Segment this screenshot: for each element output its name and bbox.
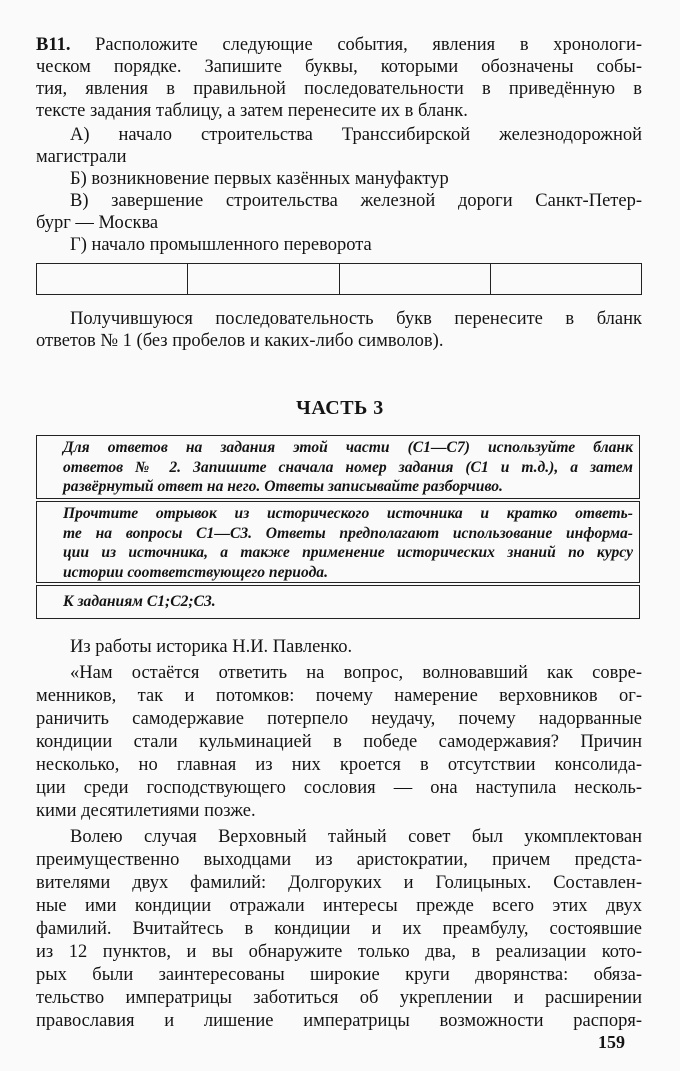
- task-b11-line-4: тексте задания таблицу, а затем перенесите их в бланк.: [36, 101, 468, 121]
- paragraph-line: несколько, но главная из них кроется в отсутствии консолида-: [36, 755, 642, 775]
- reading-task-line: ции из источника, а также применение исторических знаний по курсу: [63, 544, 633, 561]
- paragraph-line: православия и лишение императрицы возможности распоря-: [36, 1011, 642, 1031]
- paragraph-line: тельство императрицы заботиться об укреплении и расширении: [36, 988, 642, 1008]
- reading-task-line: истории соответствующего периода.: [63, 563, 329, 581]
- paragraph-line: преимущественно выходцами из аристократии, причем предста-: [36, 850, 642, 870]
- paragraph-line: фамилий. Вчитайтесь в кондиции и их преамбулу, состоявшие: [36, 919, 642, 939]
- option-d: Г) начало промышленного переворота: [70, 235, 372, 255]
- task-b11-line-1: [36, 34, 642, 56]
- part-title: ЧАСТЬ 3: [296, 397, 384, 419]
- tasks-reference: К заданиям С1;С2;С3.: [63, 593, 216, 610]
- option-a-line-1: А) начало строительства Транссибирской железнодорожной: [70, 125, 642, 145]
- answer-cell[interactable]: [490, 264, 641, 294]
- paragraph-line: «Нам остаётся ответить на вопрос, волновавший как совре-: [70, 663, 642, 683]
- paragraph-line: менников, так и потомков: почему намерение верховников ог-: [36, 686, 642, 706]
- paragraph-line: раничить самодержавие потерпело неудачу, почему надорванные: [36, 709, 642, 729]
- answer-cell[interactable]: [37, 264, 187, 294]
- paragraph-line: из 12 пунктов, и вы обнаружите только два, в реализации кото-: [36, 942, 642, 962]
- tasks-reference-box: [36, 585, 640, 619]
- page-number: 159: [598, 1032, 625, 1052]
- answer-cell[interactable]: [339, 264, 490, 294]
- source-heading: Из работы историка Н.И. Павленко.: [70, 637, 353, 657]
- option-c-line-1: В) завершение строительства железной дороги Санкт-Петер-: [70, 191, 642, 211]
- paragraph-line: ции среди господствующего сословия — она наступила несколь-: [36, 778, 642, 798]
- task-b11-line-2: ческом порядке. Запишите буквы, которыми обозначены собы-: [36, 57, 642, 77]
- task-b11-text: Расположите следующие события, явления в хронологи-: [95, 35, 642, 55]
- answer-cell[interactable]: [187, 264, 338, 294]
- paragraph-line: кондиции стали кульминацией в победе самодержавия? Причин: [36, 732, 642, 752]
- paragraph-line: кими десятилетиями позже.: [36, 801, 256, 821]
- reading-task-line: те на вопросы С1—С3. Ответы предполагают использование информа-: [63, 524, 633, 542]
- option-c-line-2: бург — Москва: [36, 213, 159, 233]
- task-b11-number: B11.: [36, 35, 71, 55]
- instructions-line: Для ответов на задания этой части (С1—С7) используйте бланк: [63, 439, 633, 456]
- transfer-line-2: ответов № 1 (без пробелов и каких-либо символов).: [36, 331, 444, 351]
- reading-task-box: [36, 501, 640, 583]
- instructions-line: развёрнутый ответ на него. Ответы записывайте разборчиво.: [63, 478, 503, 495]
- reading-task-line: Прочтите отрывок из исторического источника и кратко ответь-: [63, 505, 633, 522]
- paragraph-line: ные ими кондиции отражали интересы прежде всего этих двух: [36, 896, 642, 916]
- transfer-line-1: Получившуюся последовательность букв перенесите в бланк: [70, 309, 642, 329]
- paragraph-line: Волею случая Верховный тайный совет был укомплектован: [70, 827, 642, 847]
- instructions-line: ответов № 2. Запишите сначала номер задания (С1 и т.д.), а затем: [63, 458, 633, 476]
- option-a-line-2: магистрали: [36, 147, 127, 167]
- paragraph-line: рых были заинтересованы широкие круги дворянства: обяза-: [36, 965, 642, 985]
- option-b: Б) возникновение первых казённых мануфактур: [70, 169, 449, 189]
- answer-table: [36, 263, 642, 295]
- paragraph-line: вителями двух фамилий: Долгоруких и Голицыных. Составлен-: [36, 873, 642, 893]
- task-b11-line-3: тия, явления в правильной последовательности в приведённую в: [36, 79, 642, 99]
- instructions-box: [36, 435, 640, 499]
